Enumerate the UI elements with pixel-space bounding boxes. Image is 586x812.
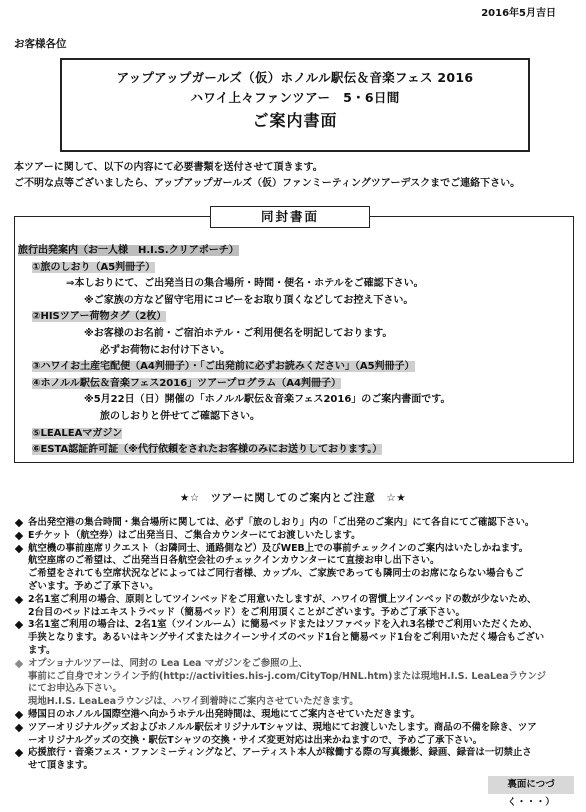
notice-line: ます。 [28,644,56,656]
intro-text [14,160,576,192]
notice-item [14,517,580,530]
title-line-2: ハワイ上々ファンツアー 5・6日間 [190,90,400,105]
notice-item [14,619,580,657]
notice-line: 手狭となります。あるいはキングサイズまたはクイーンサイズのベッド1台と簡易ベッド1台をご利用いただく場合もござい [28,632,545,644]
enclosed-list [18,243,568,459]
notice-line: 各出発空港の集合時間・集合場所に関しては、必ず「旅のしおり」内の「ご出発のご案内」にて各自にてご確認下さい。 [28,517,535,528]
document-title: ご案内書面 [252,111,338,130]
notice-line: ざいます。予めご了承下さい。 [28,580,159,592]
intro-line: ご不明な点等ございましたら、アップアップガールズ（仮）ファンミーティングツアーデスクまでご連絡下さい。 [14,178,521,189]
enclosed-line: ⑥ESTA認証許可証（※代行依頼をされたお客様のみにお送りしております。） [32,444,383,456]
document-date: 2016年5月吉日 [481,8,556,19]
notice-line: 2名1室ご利用の場合、原則としてツインベッドをご用意いたしますが、ハワイの習慣上ツインベッドの数が少ないため、 [28,593,537,605]
notice-line: にてお申込み下さい。 [28,683,122,695]
enclosed-line: 必ずお荷物にお付け下さい。 [100,344,230,356]
notice-line: 航空機の事前座席リクエスト（お隣同士、通路側など）及びWEB上での事前チェックインのご案内はいたしかねます。 [28,542,529,554]
diamond-bullet-icon [15,621,23,629]
notice-item [14,722,580,748]
enclosed-line: ①旅のしおり（A5判冊子） [32,261,156,273]
enclosed-line: ⑤LEALEAマガジン [32,427,123,439]
diamond-bullet-icon [15,544,23,552]
intro-line: 本ツアーに関して、以下の内容にて必要書類を送付させて頂きます。 [14,162,323,173]
diamond-bullet-icon [15,532,23,540]
notice-heading: ★☆ ツアーに関してのご案内とご注意 ☆★ [179,492,407,504]
notice-item [14,543,580,594]
title-box [60,58,530,152]
enclosed-line: 旅行出発案内（お一人様 H.I.S.クリアポーチ） [18,245,239,256]
enclosed-line: ※ご家族の方など留守宅用にコピーをお取り頂くなどしてお控え下さい。 [84,294,414,306]
notice-line: 航空座席のご希望は、ご出発当日各航空会社のチェックインカウンターにて直接お申し出下さい。 [28,555,440,567]
notice-item [14,658,580,709]
continued-on-back-label: 裏面につづく・・・） [488,776,574,794]
notice-list [14,517,580,773]
enclosed-line: ③ハワイお土産宅配便（A4判冊子）・「ご出発前に必ずお読みください」（A5判冊子） [32,361,415,373]
diamond-bullet-icon [15,711,23,719]
notice-line: 現地H.I.S. LeaLeaラウンジは、ハワイ到着時にご案内させていただきます。 [28,696,359,708]
diamond-bullet-icon [15,660,23,668]
diamond-bullet-icon [15,519,23,527]
enclosed-line: 旅のしおりと併せてご確認下さい。 [100,410,260,422]
enclosed-line: ⇒本しおりにて、ご出発当日の集合場所・時間・便名・ホテルをご確認下さい。 [66,278,424,290]
enclosed-heading: 同封書面 [210,206,370,228]
enclosed-line: ④ホノルル駅伝＆音楽フェス2016」ツアープログラム（A4判冊子） [32,377,341,389]
diamond-bullet-icon [15,749,23,757]
notice-line: ご希望をされても空席状況などによってはご同行者様、カップル、ご家族であっても隣同士のお席にならない場合もご [28,568,524,580]
title-line-1: アップアップガールズ（仮）ホノルル駅伝＆音楽フェス 2016 [116,70,474,85]
notice-line: ツアーオリジナルグッズおよびホノルル駅伝オリジナルTシャツは、現地にてお渡しいたします。商品の不備を除き、ツア [28,721,537,733]
notice-item [14,709,580,722]
notice-line: 応援旅行・音楽フェス・ファンミーティングなど、アーティスト本人が稼働する際の写真撮影、録画、録音は一切禁止さ [28,747,532,759]
notice-line: ーオリジナルグッズの交換・駅伝Tシャツの交換・サイズ変更対応は出来かねますので、予めご了承下さい。 [28,734,482,746]
notice-line: 事前にご自身でオンライン予約(http://activities.his-j.com/CityTop/HNL.htm)または現地H.I.S. LeaLeaラウンジ [28,670,546,682]
notice-item [14,747,580,773]
enclosed-line: ※5月22日（日）開催の「ホノルル駅伝＆音楽フェス2016」のご案内書面です。 [84,394,451,406]
notice-line: オプショナルツアーは、同封の Lea Lea マガジンをご参照の上、 [28,657,308,669]
diamond-bullet-icon [15,596,23,604]
enclosed-line: ②HISツアー荷物タグ（2枚） [32,311,167,323]
diamond-bullet-icon [15,724,23,732]
notice-item [14,530,580,543]
notice-line: 帰国日のホノルル国際空港へ向かうホテル出発時間は、現地にてご案内させていただきます。 [28,708,420,720]
addressee: お客様各位 [14,38,67,50]
notice-item [14,594,580,620]
enclosed-line: ※お客様のお名前・ご宿泊ホテル・ご利用便名を明記しております。 [84,327,393,339]
notice-line: Eチケット（航空券）はご出発当日、ご集合カウンターにてお渡しいたします。 [28,529,361,541]
notice-line: 3名1室ご利用の場合は、2名1室（ツインルーム）に簡易ベッドまたはソファベッドを入れ3名様でご利用いただくため、 [28,619,538,631]
notice-line: 2台目のベッドはエキストラベッド（簡易ベッド）をご利用頂くことがございます。予めご了承下さい。 [28,606,465,618]
notice-line: せて頂きます。 [28,760,93,772]
